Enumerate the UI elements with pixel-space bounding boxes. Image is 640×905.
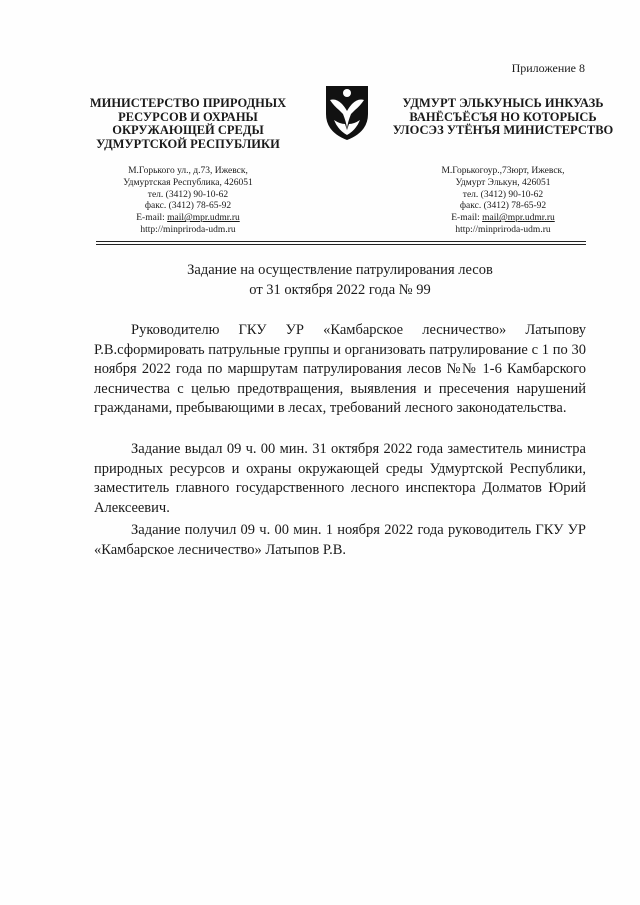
header-divider-top <box>96 241 586 242</box>
contacts-russian <box>70 166 306 237</box>
ministry-name-udmurt: УДМУРТ ЭЛЬКУНЫСЬ ИНКУАЗЬ ВАНЁСЪЁСЪЯ НО КОТОРЫСЬ УЛОСЭЗ УТЁНЪЯ МИНИСТЕРСТВО <box>392 96 614 137</box>
contacts-udmurt <box>385 166 621 237</box>
phone: тел. (3412) 90-10-62 <box>462 189 544 200</box>
email-label: E-mail: <box>451 213 480 224</box>
title-line-1: Задание на осуществление патрулирования лесов <box>187 262 493 278</box>
address-line-2: Удмуртская Республика, 426051 <box>123 177 253 188</box>
document-title <box>90 261 590 300</box>
title-line-2: от 31 октября 2022 года № 99 <box>249 281 431 298</box>
udmurtia-emblem-icon <box>324 84 370 142</box>
paragraph-received-by: Задание получил 09 ч. 00 мин. 1 ноября 2022 года руководитель ГКУ УР «Камбарское лесничество» Латыпов Р.В. <box>94 522 586 558</box>
fax: факс. (3412) 78-65-92 <box>459 201 547 212</box>
email-label: E-mail: <box>136 213 165 224</box>
email-line <box>385 213 621 225</box>
address-line-1: М.Горькогоур.,73юрт, Ижевск, <box>441 166 565 176</box>
fax: факс. (3412) 78-65-92 <box>144 201 232 212</box>
email-line <box>70 213 306 225</box>
paragraph-instruction: Руководителю ГКУ УР «Камбарское лесничество» Латыпову Р.В.сформировать патрульные группы и организовать патрулирование с 1 по 30 ноября 2022 года по маршрутам патрулирования лесов №№ 1-6 Камбарского лесничества с целью предотвращения, выявления и пресечения нарушений гражданами, пребывающими в лесах, требований лесного законодательства. <box>94 322 586 417</box>
phone: тел. (3412) 90-10-62 <box>147 189 229 200</box>
address-line-1: М.Горького ул., д.73, Ижевск, <box>128 166 248 176</box>
website[interactable]: http://minpriroda-udm.ru <box>455 224 551 235</box>
header-divider-bottom <box>96 244 586 245</box>
appendix-label: Приложение 8 <box>511 61 585 75</box>
ministry-name-russian: МИНИСТЕРСТВО ПРИРОДНЫХ РЕСУРСОВ И ОХРАНЫ ОКРУЖАЮЩЕЙ СРЕДЫ УДМУРТСКОЙ РЕСПУБЛИКИ <box>89 96 287 151</box>
email-link[interactable]: mail@mpr.udmr.ru <box>167 213 240 224</box>
paragraph-issued-by: Задание выдал 09 ч. 00 мин. 31 октября 2022 года заместитель министра природных ресурсов и охраны окружающей среды Удмуртской Республики, заместитель главного государственного лесного инспектора Долматов Юрий Алексеевич. <box>94 441 586 516</box>
email-link[interactable]: mail@mpr.udmr.ru <box>482 213 555 224</box>
website[interactable]: http://minpriroda-udm.ru <box>140 224 236 235</box>
address-line-2: Удмурт Элькун, 426051 <box>455 177 551 188</box>
